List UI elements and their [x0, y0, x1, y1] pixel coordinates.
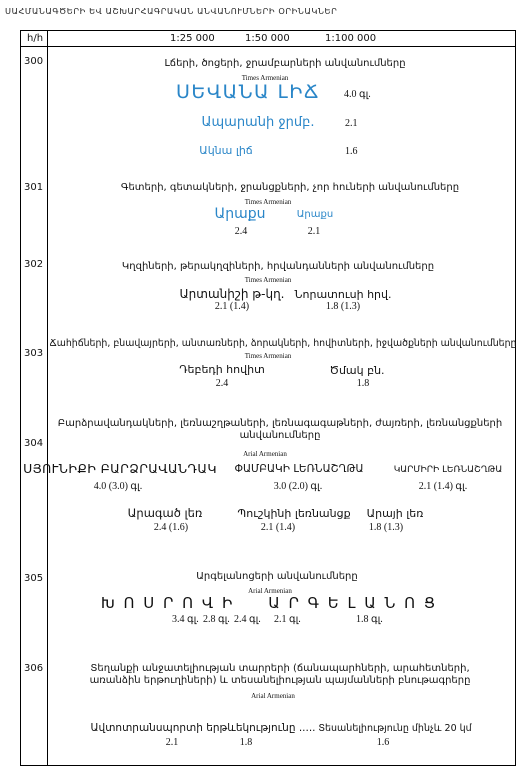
- sample-name-tsmak-locality: Ծմակ բն.: [329, 364, 385, 377]
- row-number-305: 305: [24, 573, 44, 584]
- row-303-font-label: Times Armenian: [244, 352, 292, 360]
- row-304-font-label: Arial Armenian: [243, 450, 287, 458]
- row-301-description: Գետերի, գետակների, ջրանցքների, չոր հուների անվանումները: [120, 182, 460, 193]
- sample-name-araks-1: Արաքս: [214, 206, 266, 222]
- sample-size-303-1: 2.4: [215, 378, 229, 389]
- sample-name-sevan-lake: ՍԵՎԱՆԱ ԼԻՃ: [176, 81, 320, 103]
- sample-name-araks-2: Արաքս: [296, 209, 334, 220]
- sample-name-khosrov-reserve: Խ Ո Ս Ր Ո Վ Ի Ա Ր Գ Ե Լ Ա Ն Ո Ց: [100, 594, 438, 612]
- sample-size-304-6: 1.8 (1.3): [368, 522, 404, 533]
- sample-size-306-2: 1.8: [239, 737, 253, 748]
- row-302-description: Կղզիների, թերակղզիների, հրվանդանների անվանումները: [121, 261, 435, 272]
- sample-name-aragats-mountain: Արագած լեռ: [127, 506, 203, 520]
- sample-name-debed-valley: Դեբեդի հովիտ: [179, 363, 265, 376]
- sample-size-305-3: 2.4 գլ.: [234, 614, 261, 625]
- sample-size-304-2: 3.0 (2.0) գլ.: [273, 481, 323, 492]
- sample-name-pambak-range: ՓԱՄԲԱԿԻ ԼԵՌՆԱՇՂԹԱ: [234, 463, 364, 475]
- sample-size-302-2: 1.8 (1.3): [325, 301, 361, 312]
- examples-table: [20, 30, 516, 766]
- row-304-description-line2: անվանումները: [239, 430, 321, 441]
- sample-size-305-1: 3.4 գլ.: [172, 614, 199, 625]
- sample-name-vehicle-traffic: Ավտոտրանսպորտի երթևեկությունը .....: [90, 722, 316, 734]
- sample-size-305-2: 2.8 գլ.: [203, 614, 230, 625]
- row-301-font-label: Times Armenian: [244, 198, 292, 206]
- sample-name-karmir-range: ԿԱՐՄԻՐԻ ԼԵՌՆԱՇՂԹԱ: [393, 465, 503, 475]
- row-306-font-label: Arial Armenian: [251, 692, 295, 700]
- row-306-description-line1: Տեղանքի անջատելիության տարրերի (ճանապարհների, արահետների,: [90, 663, 470, 674]
- sample-size-306-1: 2.1: [165, 737, 179, 748]
- sample-size-301-1: 2.4: [234, 226, 248, 237]
- row-303-description: Ճահիճների, բնավայրերի, անտառների, ձորակների, հովիտների, իջվածքների անվանումները: [49, 338, 517, 349]
- sample-name-artanish-peninsula: Արտանիշի թ-կղ.: [179, 287, 285, 301]
- row-number-301: 301: [24, 182, 44, 193]
- column-header-number: հ/հ: [27, 33, 44, 44]
- sample-size-304-4: 2.4 (1.6): [153, 522, 189, 533]
- row-number-306: 306: [24, 663, 44, 674]
- sample-size-304-5: 2.1 (1.4): [260, 522, 296, 533]
- sample-size-303-2: 1.8: [356, 378, 370, 389]
- sample-size-300-2: 2.1: [345, 118, 358, 129]
- row-302-font-label: Times Armenian: [244, 276, 292, 284]
- sample-name-noratus-cape: Նորատուսի հրվ.: [294, 288, 392, 301]
- sample-size-300-3: 1.6: [345, 146, 358, 157]
- row-306-description-line2: առանձին երթուղիների) և տեսանելիության պայմանների բնութագրերը: [89, 675, 471, 686]
- row-305-font-label: Arial Armenian: [248, 587, 292, 595]
- row-300-description: Լճերի, ծոցերի, ջրամբարների անվանումները: [164, 58, 406, 69]
- row-number-302: 302: [24, 259, 44, 270]
- sample-name-akna-lake: Ակնա լիճ: [199, 144, 253, 157]
- header-divider: [20, 46, 516, 47]
- sample-name-visibility: Տեսանելիությունը մինչև 20 կմ: [318, 723, 472, 734]
- sample-name-pushkin-pass: Պուշկինի լեռնանցք: [237, 507, 351, 520]
- sample-name-aparan-reservoir: Ապարանի ջրմբ.: [201, 115, 315, 130]
- sample-size-300-1: 4.0 գլ.: [344, 89, 371, 100]
- sample-size-302-1: 2.1 (1.4): [214, 301, 250, 312]
- sample-size-301-2: 2.1: [307, 226, 321, 237]
- sample-name-syunik-highland: ՍՅՈՒՆԻՔԻ ԲԱՐՁՐԱՎԱՆԴԱԿ: [23, 461, 217, 476]
- sample-size-305-4: 2.1 գլ.: [274, 614, 301, 625]
- scale-label-100000: 1:100 000: [325, 33, 377, 44]
- row-number-303: 303: [24, 348, 44, 359]
- page-title: ՍԱՀՄԱՆԱԳԾԵՐԻ ԵՎ ԱՇԽԱՐՀԱԳՐԱԿԱՆ ԱՆՎԱՆՈՒՄՆԵՐԻ ՕՐԻՆԱԿՆԵՐ: [5, 6, 338, 16]
- sample-size-304-3: 2.1 (1.4) գլ.: [418, 481, 468, 492]
- row-305-description: Արգելանոցերի անվանումները: [196, 571, 358, 582]
- row-number-304: 304: [24, 438, 44, 449]
- scale-label-25000: 1:25 000: [170, 33, 215, 44]
- column-divider: [47, 30, 48, 766]
- row-304-description-line1: Բարձրավանդակների, լեռնաշղթաների, լեռնագագաթների, ժայռերի, լեռնանցքների: [57, 418, 503, 429]
- scale-label-50000: 1:50 000: [245, 33, 290, 44]
- sample-size-304-1: 4.0 (3.0) գլ.: [93, 481, 143, 492]
- sample-name-ara-mountain: Արայի լեռ: [366, 507, 424, 520]
- row-300-font-label: Times Armenian: [241, 74, 289, 82]
- sample-size-306-3: 1.6: [376, 737, 390, 748]
- sample-size-305-5: 1.8 գլ.: [356, 614, 383, 625]
- row-number-300: 300: [24, 56, 44, 67]
